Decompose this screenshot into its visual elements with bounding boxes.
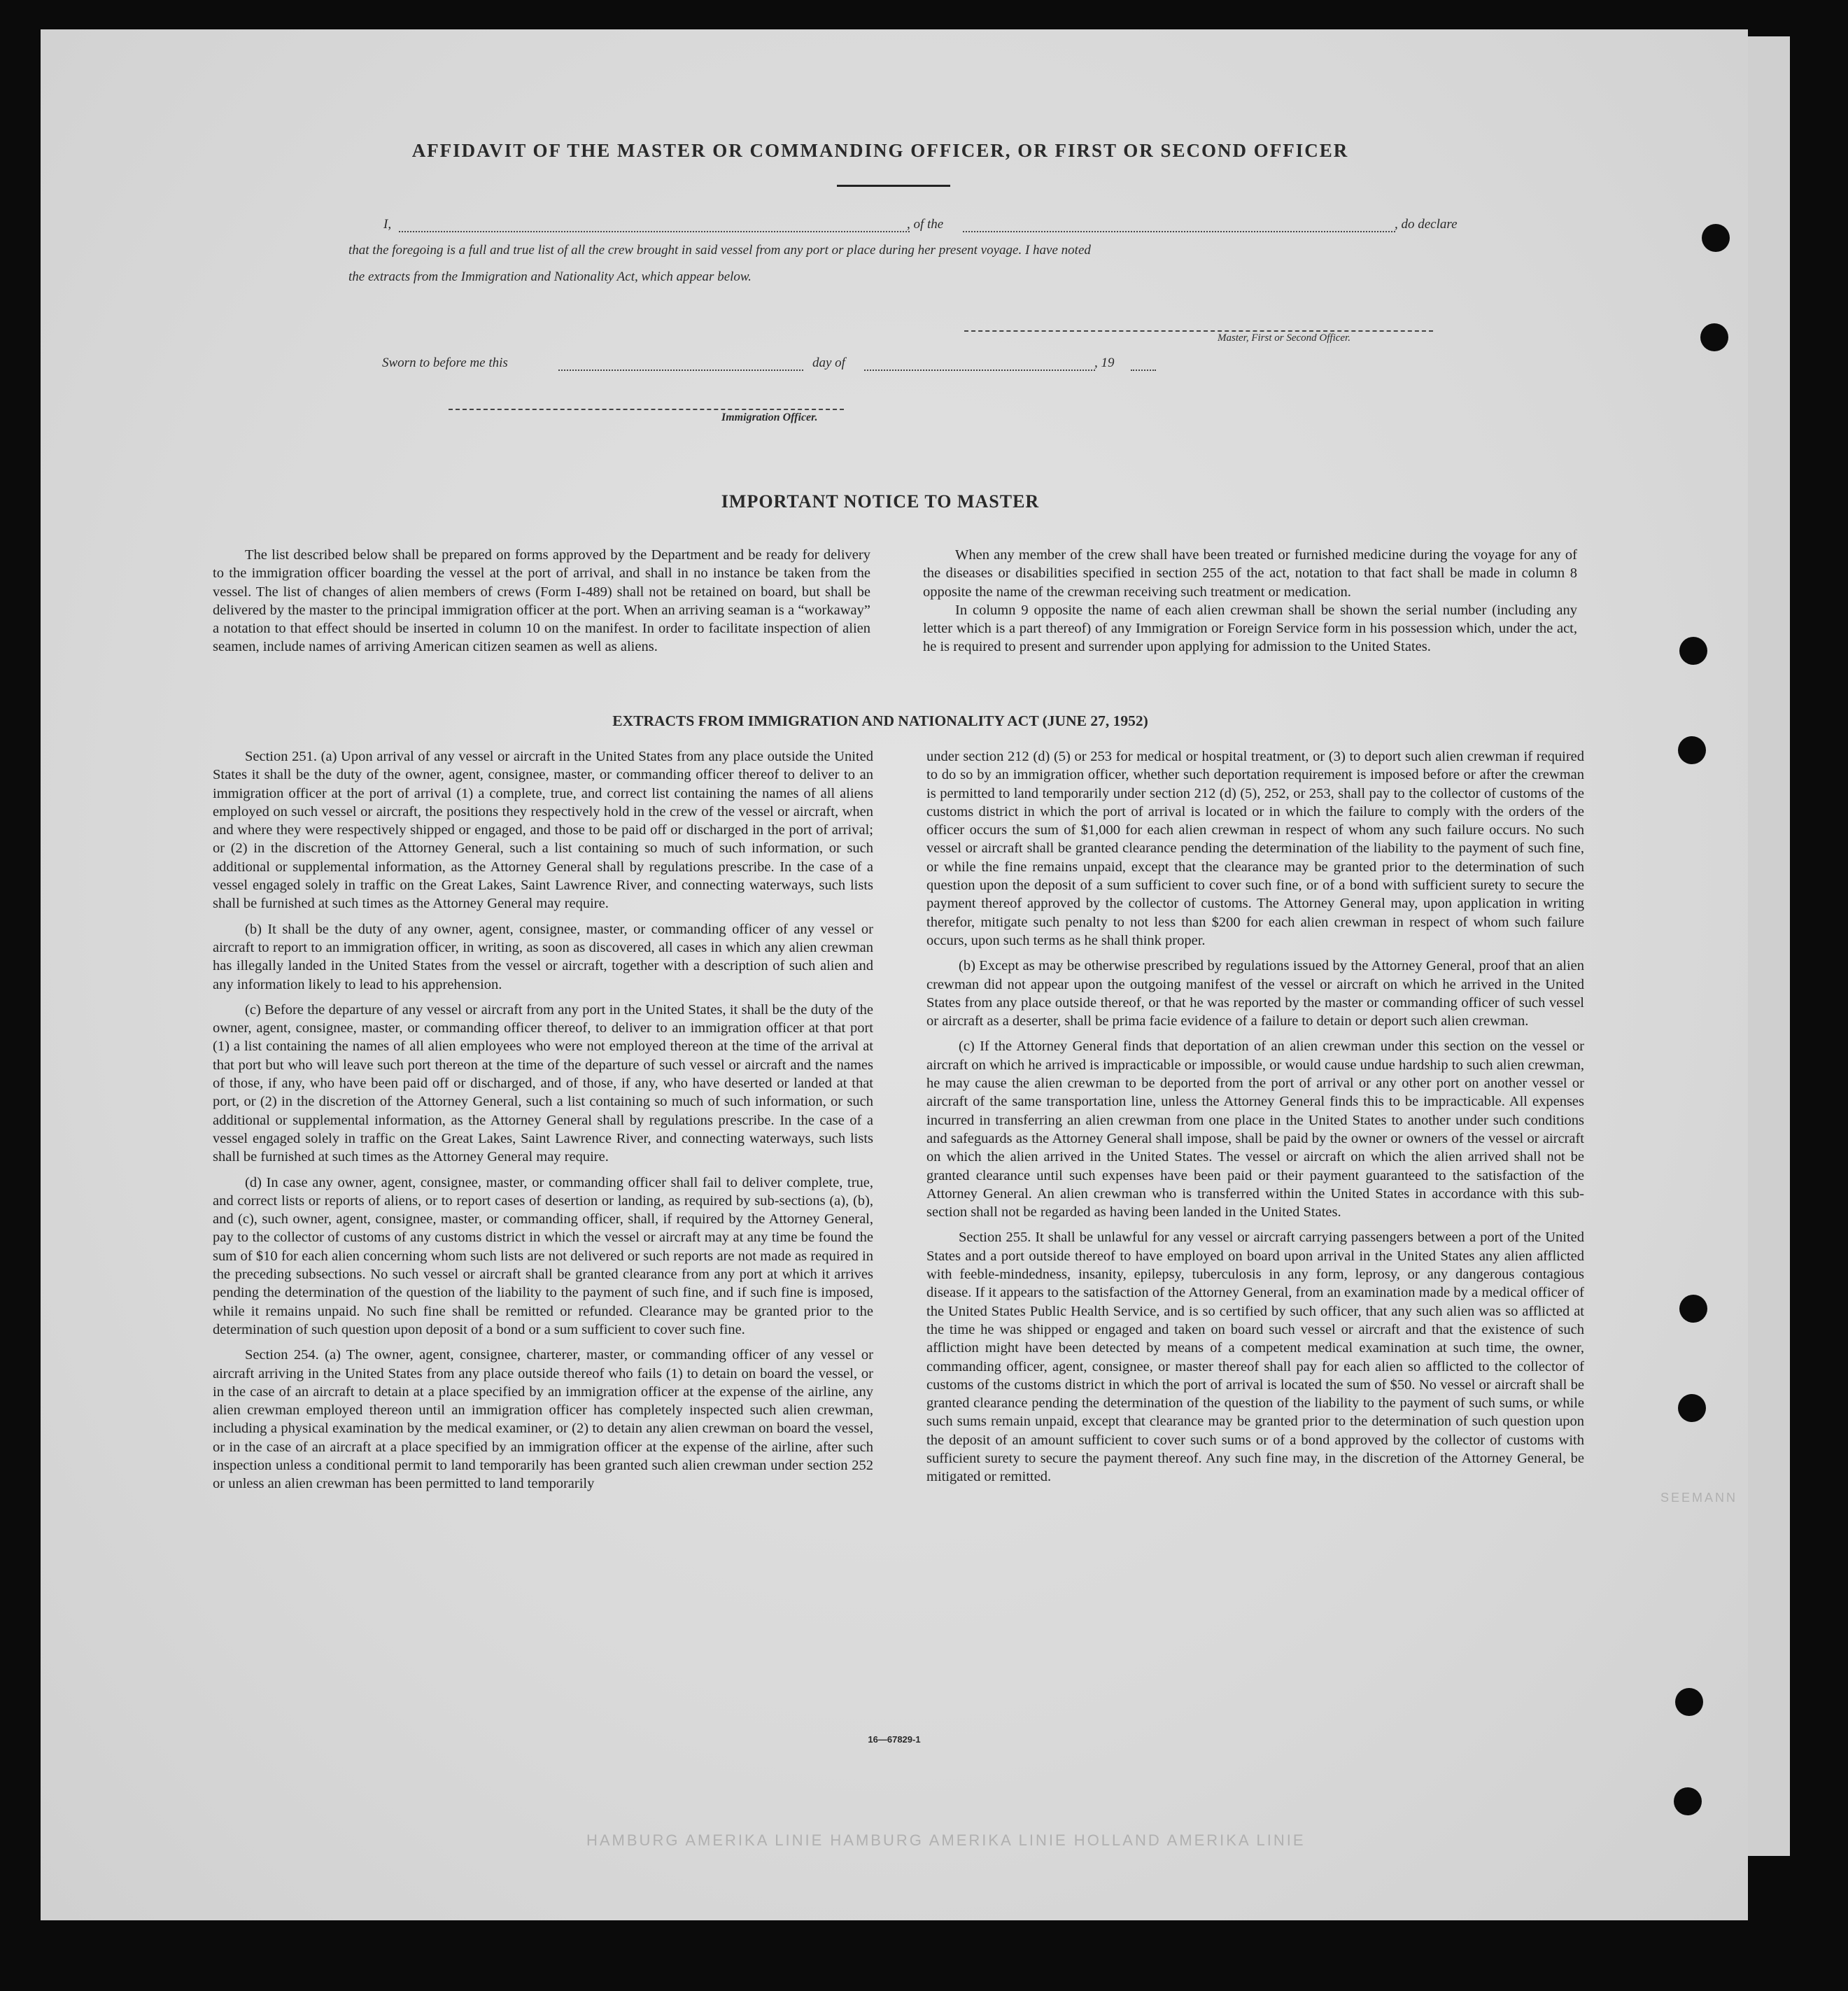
punch-hole	[1678, 1394, 1706, 1422]
notice-left-column	[213, 546, 870, 656]
page-edge	[1748, 36, 1790, 1856]
sworn-label: Sworn to before me this	[382, 356, 508, 370]
form-page	[41, 29, 1748, 1920]
bleed-through-side-text: SEEMANN	[1660, 1491, 1738, 1505]
notice-paragraph: The list described below shall be prepared on forms approved by the Department and be ready for delivery to the immigration officer boarding the vessel at the port of arrival, and shall in no instance be taken from the vessel. The list of changes of alien members of crews (Form I-489) shall not be retained on board, but shall be delivered by the master to the principal immigration officer at the port. When an arriving seaman is a “workaway” a notation to that effect should be inserted in column 10 on the manifest. In order to facilitate inspection of alien seamen, include names of arriving American citizen seamen as well as aliens.	[213, 547, 870, 655]
notice-paragraph: When any member of the crew shall have been treated or furnished medicine during the voyage for any of the diseases or disabilities specified in section 255 of the act, notation to that fact shall be made in column 8 opposite the name of the crewman receiving such treatment or medication.	[923, 547, 1577, 600]
sworn-day-field[interactable]	[558, 360, 803, 371]
declarant-label: I,	[383, 217, 392, 232]
act-paragraph: Section 255. It shall be unlawful for any vessel or aircraft carrying passengers between a port of the United States and a port outside thereof to have employed on board upon arrival in the United States any alien afflicted with feeble-mindedness, insanity, epilepsy, tuberculosis in any form, leprosy, or any dangerous contagious disease. If it appears to the satisfaction of the Attorney General, from an examination made by a medical officer of the United States Public Health Service, and is so certified by such officer, that any such alien was so afflicted at the time he was shipped or engaged and taken on board such vessel or aircraft and that the existence of such affliction might have been detected by means of a competent medical examination at such time, the owner, commanding officer, agent, consignee, or master thereof shall pay for each alien so afflicted to the collector of customs of the customs district in which the port of arrival is located the sum of $50. No vessel or aircraft shall be granted clearance pending the determination of the question of the liability to the payment of such sums, or while such sums remain unpaid, except that clearance may be granted prior to the determination of such question upon the deposit of an amount sufficient to cover such sums or of a bond approved by the collector of customs with sufficient surety to secure the payment thereof. Any such fine may, in the discretion of the Attorney General, be mitigated or remitted.	[926, 1230, 1584, 1485]
notice-title: IMPORTANT NOTICE TO MASTER	[721, 491, 1040, 512]
act-paragraph: Section 251. (a) Upon arrival of any vessel or aircraft in the United States from any place outside the United States it shall be the duty of the owner, agent, consignee, master, or commanding officer thereof to deliver to an immigration officer at the port of arrival (1) a complete, true, and correct list containing the names of all aliens employed on such vessel or aircraft, the positions they respectively hold in the crew of the vessel or aircraft, when and where they were respectively shipped or engaged, and those to be paid off or discharged in the port of arrival; or (2) in the discretion of the Attorney General, such a list containing so much of such information, or such additional or supplemental information, as the Attorney General shall by regulations prescribe. In the case of a vessel engaged solely in traffic on the Great Lakes, Saint Lawrence River, and connecting waterways, such lists shall be furnished at such times as the Attorney General may require.	[213, 749, 873, 912]
punch-hole	[1675, 1688, 1703, 1716]
vessel-name-field[interactable]	[963, 221, 1395, 232]
sworn-year-label: , 19	[1094, 356, 1115, 370]
day-of-label: day of	[812, 356, 845, 370]
act-paragraph: Section 254. (a) The owner, agent, consignee, charterer, master, or commanding officer of any vessel or aircraft arriving in the United States from any place outside thereof who fails (1) to detain on board the vessel, or in the case of an aircraft to detain at a place specified by an immigration officer at the expense of the airline, any alien crewman employed thereon until an immigration officer has completely inspected such alien crewman, including a physical examination by the medical examiner, or (2) to detain any alien crewman on board the vessel, or in the case of an aircraft at a place specified by an immigration officer at the expense of the airline, after such inspection unless a conditional permit to land temporarily has been granted such alien crewman under section 252 or unless an alien crewman has been permitted to land temporarily	[213, 1347, 873, 1492]
immigration-officer-label: Immigration Officer.	[721, 411, 818, 423]
sworn-month-field[interactable]	[864, 360, 1095, 371]
affidavit-line-3: the extracts from the Immigration and Nationality Act, which appear below.	[348, 269, 752, 284]
punch-hole	[1679, 1295, 1707, 1323]
immigration-officer-signature-field[interactable]	[449, 402, 844, 410]
punch-hole	[1679, 637, 1707, 665]
notice-paragraph: In column 9 opposite the name of each alien crewman shall be shown the serial number (including any letter which is a part thereof) of any Immigration or Foreign Service form in his possession which, under the act, he is required to present and surrender upon applying for admission to the United States.	[923, 602, 1577, 655]
act-paragraph: (b) Except as may be otherwise prescribed by regulations issued by the Attorney General, proof that an alien crewman did not appear upon the outgoing manifest of the vessel or aircraft on which he arrived in the United States from any place outside thereof, or that he was reported by the master or commanding officer of such vessel or aircraft as a deserter, shall be prima facie evidence of a failure to detain or deport such alien crewman.	[926, 958, 1584, 1029]
extracts-right-column	[926, 747, 1584, 1486]
master-signature-field[interactable]	[964, 323, 1433, 332]
sworn-year-field[interactable]	[1131, 360, 1156, 371]
act-paragraph: (d) In case any owner, agent, consignee, master, or commanding officer shall fail to deliver complete, true, and correct lists or reports of aliens, or to report cases of desertion or landing, as required by sub-sections (a), (b), and (c), such owner, agent, consignee, master, or commanding officer, shall, if required by the Attorney General, pay to the collector of customs of any customs district in which the vessel or aircraft may at any time be found the sum of $10 for each alien concerning whom such lists are not delivered or such reports are not made as required in the preceding subsections. No such vessel or aircraft shall be granted clearance from any port at which it arrives pending the determination of the question of the liability to the payment of such fine, and if such fine is imposed, while it remains unpaid. No such fine shall be remitted or refunded. Clearance may be granted prior to the determination of such question upon deposit of a bond or a sum sufficient to cover such fine.	[213, 1174, 873, 1337]
affidavit-title: AFFIDAVIT OF THE MASTER OR COMMANDING OFFICER, OR FIRST OR SECOND OFFICER	[411, 140, 1349, 161]
punch-hole	[1702, 224, 1730, 252]
notice-right-column	[923, 546, 1577, 656]
master-signature-label: Master, First or Second Officer.	[1218, 332, 1350, 344]
declarant-name-field[interactable]	[399, 221, 910, 232]
vessel-of-label: , of the	[907, 217, 944, 232]
bleed-through-text: HAMBURG AMERIKA LINIE HAMBURG AMERIKA LINIE HOLLAND AMERIKA LINIE	[586, 1831, 1306, 1849]
extracts-title: EXTRACTS FROM IMMIGRATION AND NATIONALITY ACT (JUNE 27, 1952)	[612, 712, 1148, 729]
act-paragraph: under section 212 (d) (5) or 253 for medical or hospital treatment, or (3) to deport such alien crewman if required to do so by an immigration officer, whether such deportation requirement is imposed before or after the crewman is permitted to land temporarily under section 212 (d) (5), 252, or 253, shall pay to the collector of customs of the customs district in which the port of arrival is located or in which the failure to comply with the orders of the officer occurs the sum of $1,000 for each alien crewman in respect of whom any such failure occurs. No such vessel or aircraft shall be granted clearance pending the determination of the liability to the payment of such fine, or while the fine remains unpaid, except that the clearance may be granted prior to the determination of such question upon the deposit of a sum sufficient to cover such fine, or of a bond with sufficient surety to secure the payment thereof approved by the collector of customs. The Attorney General may, upon application in writing therefor, mitigate such penalty to not less than $200 for each alien crewman in respect of whom such failure occurs, upon such terms as he shall think proper.	[926, 749, 1584, 948]
act-paragraph: (c) If the Attorney General finds that deportation of an alien crewman under this section on the vessel or aircraft on which he arrived is impracticable or impossible, or would cause undue hardship to such alien crewman, he may cause the alien crewman to be deported from the port of arrival or any other port on another vessel or aircraft of the same transportation line, unless the Attorney General finds this to be impracticable. All expenses incurred in transferring an alien crewman from one place in the United States to another under such conditions and safeguards as the Attorney General shall impose, shall be paid by the owner or owners of the vessel or aircraft on which the alien arrived in the United States. The vessel or aircraft on which the alien arrived shall not be granted clearance until such expenses have been paid or their payment guaranteed to the satisfaction of the Attorney General. An alien crewman who is transferred within the United States in accordance with this sub-section shall not be regarded as having been landed in the United States.	[926, 1039, 1584, 1220]
form-number: 16—67829-1	[868, 1734, 921, 1745]
act-paragraph: (c) Before the departure of any vessel or aircraft from any port in the United States, it shall be the duty of the owner, agent, consignee, master, or commanding officer thereof, to deliver to an immigration officer at that port (1) a list containing the names of all alien employees who were not employed thereon at the time of the arrival at that port but who will leave such port thereon at the time of the departure of such vessel or aircraft and the names of those, if any, who have been paid off or discharged, and of those, if any, who have deserted or landed at that port, or (2) in the discretion of the Attorney General, such a list containing so much of such information, or such additional or supplemental information, as the Attorney General shall by regulations prescribe. In the case of a vessel engaged solely in traffic on the Great Lakes, Saint Lawrence River, and connecting waterways, such lists shall be furnished at such times as the Attorney General may require.	[213, 1001, 873, 1165]
title-underline	[837, 185, 950, 187]
do-declare-label: , do declare	[1395, 217, 1458, 232]
affidavit-line-2: that the foregoing is a full and true list of all the crew brought in said vessel from any port or place during her present voyage. I have noted	[348, 243, 1091, 258]
punch-hole	[1700, 323, 1728, 351]
punch-hole	[1674, 1787, 1702, 1815]
act-paragraph: (b) It shall be the duty of any owner, agent, consignee, master, or commanding officer of any vessel or aircraft to report to an immigration officer, in writing, as soon as discovered, all cases in which any alien crewman has illegally landed in the United States from the vessel or aircraft, together with a description of such alien and any information likely to lead to his apprehension.	[213, 921, 873, 992]
extracts-left-column	[213, 747, 873, 1493]
punch-hole	[1678, 736, 1706, 764]
